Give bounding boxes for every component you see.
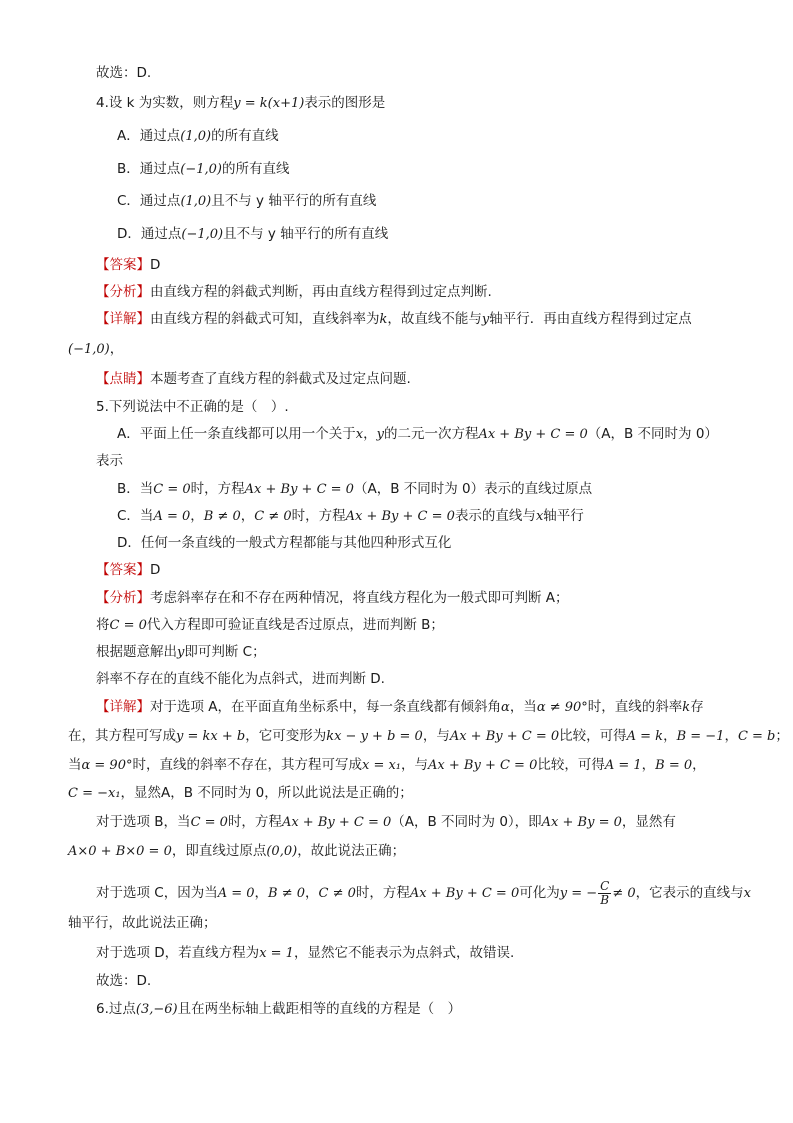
text: D．通过点	[117, 226, 182, 242]
text: ，显然它不能表示为点斜式，故错误.	[293, 945, 515, 961]
text: ，它表示的直线与	[635, 885, 744, 901]
math: k	[379, 312, 388, 327]
text: ；	[775, 728, 789, 744]
question-4	[96, 94, 385, 113]
text: 存	[690, 699, 704, 715]
math: (0,0)	[266, 844, 298, 859]
text: 在，其方程可写成	[68, 728, 176, 744]
option-d	[117, 534, 451, 552]
math: Ax + By = 0	[541, 815, 622, 830]
text: A．平面上任一条直线都可以用一个关于	[117, 426, 356, 442]
math: y	[481, 312, 490, 327]
math: A = k	[626, 729, 664, 744]
math: y = k(x+1)	[233, 96, 305, 111]
comment-tag: 【点睛】	[96, 371, 150, 387]
text: 且不与 y 轴平行的所有直线	[211, 193, 377, 209]
text: D．任何一条直线的一般式方程都能与其他四种形式互化	[117, 535, 452, 551]
text: 对于选项 B，当	[96, 814, 191, 830]
answer-tag: 【答案】	[96, 562, 150, 578]
text: 5.下列说法中不正确的是（ ）.	[96, 399, 289, 415]
math: x	[535, 509, 544, 524]
math: Ax + By + C = 0	[244, 482, 354, 497]
text-line	[96, 878, 751, 909]
text: ，	[305, 885, 319, 901]
text: 斜率不存在的直线不能化为点斜式，进而判断 D.	[96, 671, 385, 687]
text: 时，方程	[227, 814, 282, 830]
text: A，B 不同时为 0，所以此说法是正确的；	[161, 785, 413, 801]
text: ，	[363, 426, 377, 442]
text: 故选：D.	[96, 65, 152, 81]
text: ，	[240, 508, 255, 524]
text: 6.过点	[96, 1001, 136, 1017]
text: ，	[190, 508, 204, 524]
math: ≠ 0	[612, 886, 636, 901]
text: 表示的图形是	[304, 95, 386, 111]
math: Ax + By + C = 0	[345, 509, 455, 524]
text: 代入方程即可验证直线是否过原点，进而判断 B；	[146, 617, 444, 633]
text: ，即直线过原点	[171, 843, 267, 859]
math: α ≠ 90°	[536, 700, 588, 715]
math: A = 1	[604, 758, 642, 773]
text: 轴平行	[543, 508, 584, 524]
fraction	[598, 880, 611, 907]
text: 可化为	[519, 885, 560, 901]
text: 表示	[96, 453, 123, 469]
text: 时，直线的斜率不存在，其方程可写成	[132, 757, 362, 773]
math: C = 0	[190, 815, 228, 830]
text: A．通过点	[117, 128, 181, 144]
text-line	[96, 616, 444, 635]
math: x = 1	[259, 946, 294, 961]
text: ，	[692, 757, 706, 773]
math: (−1,0)	[181, 227, 224, 242]
math: (1,0)	[180, 194, 212, 209]
analysis-tag: 【分析】	[96, 590, 150, 606]
analysis-line	[96, 589, 569, 607]
text: ，显然	[120, 785, 162, 801]
math: B ≠ 0	[268, 886, 306, 901]
text: 本题考查了直线方程的斜截式及过定点问题.	[150, 371, 411, 387]
math: B ≠ 0	[203, 509, 241, 524]
text: 即可判断 C；	[184, 644, 266, 660]
text: 轴平行，故此说法正确；	[68, 915, 217, 931]
text: B．通过点	[117, 161, 181, 177]
text: ，	[724, 728, 738, 744]
math: α = 90°	[81, 758, 133, 773]
text: C．通过点	[117, 193, 181, 209]
text: （A，B 不同时为 0），即	[391, 814, 542, 830]
math: Ax + By + C = 0	[409, 886, 520, 901]
text-line	[96, 944, 514, 963]
math: y	[376, 427, 384, 442]
text: 的所有直线	[211, 128, 279, 144]
math: y	[177, 645, 185, 660]
math: B = −1	[676, 729, 725, 744]
math: (−1,0)	[68, 342, 110, 357]
text: ，它可变形为	[245, 728, 327, 744]
math: B = 0	[655, 758, 693, 773]
detail-line	[96, 310, 692, 329]
text: 比较，可得	[537, 757, 605, 773]
detail-line	[96, 698, 704, 717]
math: C = 0	[153, 482, 191, 497]
text: ，故直线不能与	[387, 311, 482, 327]
text: 的所有直线	[221, 161, 290, 177]
detail-tag: 【详解】	[96, 699, 150, 715]
math: Ax + By + C = 0	[449, 729, 560, 744]
math: C ≠ 0	[254, 509, 292, 524]
comment-line	[96, 370, 411, 388]
text: 将	[96, 617, 110, 633]
option-d	[117, 225, 388, 244]
math: C ≠ 0	[318, 886, 356, 901]
text: D	[150, 257, 161, 273]
text: 由直线方程的斜截式判断，再由直线方程得到过定点判断.	[150, 284, 492, 300]
math: x	[355, 427, 364, 442]
answer-tag: 【答案】	[96, 257, 150, 273]
text: 故选：D.	[96, 973, 152, 989]
text: 时，方程	[355, 885, 410, 901]
detail-tag: 【详解】	[96, 311, 150, 327]
text-line	[96, 972, 151, 990]
text: ，显然有	[621, 814, 676, 830]
text: ，	[109, 341, 124, 357]
math: A×0 + B×0 = 0	[68, 844, 172, 859]
text: 由直线方程的斜截式可知，直线斜率为	[150, 311, 380, 327]
text-line	[68, 784, 413, 803]
text-line	[96, 452, 123, 470]
text: 对于选项 A，在平面直角坐标系中，每一条直线都有倾斜角	[150, 699, 502, 715]
text: 时，直线的斜率	[587, 699, 683, 715]
text: 且在两坐标轴上截距相等的直线的方程是（ ）	[177, 1001, 462, 1017]
text: ，与	[422, 728, 450, 744]
text: 当	[68, 757, 82, 773]
text: 表示的直线与	[454, 508, 536, 524]
math: y = kx + b	[176, 729, 246, 744]
answer-line	[96, 561, 160, 579]
text-line	[68, 340, 123, 359]
text: （A，B 不同时为 0）	[587, 426, 718, 442]
math: x = x₁	[361, 758, 402, 773]
math: x	[743, 886, 751, 901]
analysis-line	[96, 283, 492, 301]
option-b	[117, 480, 592, 499]
text: 的二元一次方程	[383, 426, 479, 442]
question-5	[96, 398, 289, 416]
option-c	[117, 192, 376, 211]
option-c	[117, 507, 584, 526]
option-a	[117, 425, 718, 444]
text-line	[96, 813, 676, 832]
math: (−1,0)	[180, 162, 222, 177]
text: 且不与 y 轴平行的所有直线	[223, 226, 389, 242]
text: 比较，可得	[559, 728, 627, 744]
text-line	[68, 756, 706, 775]
text: 时，方程	[190, 481, 245, 497]
text: ，	[663, 728, 677, 744]
text: 时，方程	[291, 508, 346, 524]
text: 4.设 k 为实数，则方程	[96, 95, 234, 111]
math: (3,−6)	[135, 1002, 178, 1017]
text-line	[96, 64, 151, 82]
text-line	[68, 842, 405, 861]
math: C = 0	[109, 618, 147, 633]
numerator: C	[600, 878, 610, 893]
question-6	[96, 1000, 461, 1019]
math: y = −	[559, 886, 598, 901]
text-line	[68, 727, 789, 746]
text: 对于选项 D，若直线方程为	[96, 945, 260, 961]
text: （A，B 不同时为 0）表示的直线过原点	[353, 481, 593, 497]
math: (1,0)	[180, 129, 212, 144]
math: A = 0	[153, 509, 191, 524]
math: Ax + By + C = 0	[428, 758, 538, 773]
option-a	[117, 127, 279, 146]
text: B．当	[117, 481, 154, 497]
text-line	[96, 643, 266, 662]
math: k	[682, 700, 691, 715]
option-b	[117, 160, 289, 179]
math: A = 0	[217, 886, 255, 901]
math: Ax + By + C = 0	[281, 815, 392, 830]
math: C = −x₁	[68, 786, 121, 801]
text: ，当	[509, 699, 537, 715]
math: Ax + By + C = 0	[478, 427, 588, 442]
math: α	[501, 700, 510, 715]
text: 根据题意解出	[96, 644, 177, 660]
text: C．当	[117, 508, 154, 524]
answer-line	[96, 256, 160, 274]
text: 考虑斜率存在和不存在两种情况，将直线方程化为一般式即可判断 A；	[150, 590, 569, 606]
text: ，	[641, 757, 656, 773]
text: ，与	[401, 757, 429, 773]
text: 对于选项 C，因为当	[96, 885, 218, 901]
text: D	[150, 562, 161, 578]
math: kx − y + b = 0	[326, 729, 423, 744]
text: 轴平行．再由直线方程得到过定点	[489, 311, 692, 327]
analysis-tag: 【分析】	[96, 284, 150, 300]
text-line	[96, 670, 385, 688]
text: ，故此说法正确；	[297, 843, 406, 859]
denominator: B	[600, 892, 610, 907]
text: ，	[254, 885, 269, 901]
text-line	[68, 914, 217, 932]
math: C = b	[737, 729, 776, 744]
